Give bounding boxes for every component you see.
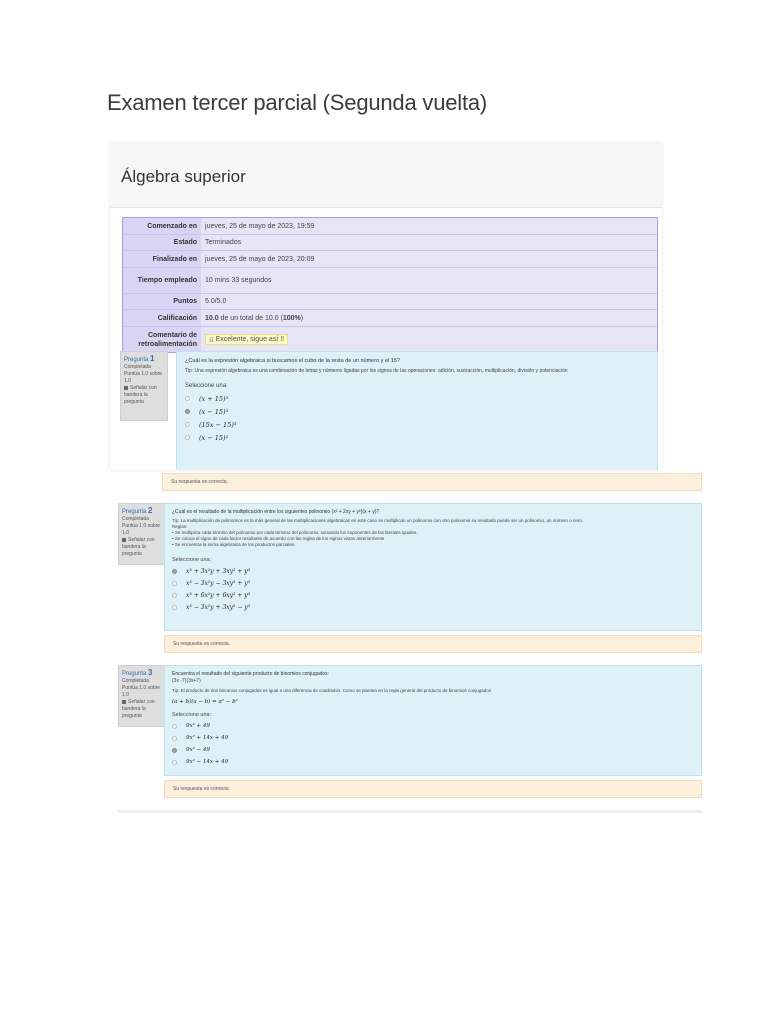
question-info xyxy=(118,503,166,565)
summary-value: jueves, 25 de mayo de 2023, 19:59 xyxy=(205,222,315,230)
radio-button[interactable] xyxy=(172,724,177,729)
flag-question[interactable] xyxy=(124,385,164,406)
radio-button[interactable] xyxy=(172,605,177,610)
select-label: Seleccione una: xyxy=(172,712,212,718)
option-text: (x − 15)³ xyxy=(199,407,229,416)
question-2-feedback xyxy=(164,635,702,653)
radio-button-checked[interactable] xyxy=(185,409,190,414)
question-marks: Puntúa 1.0 sobre 1.0 xyxy=(124,371,163,384)
answer-option[interactable] xyxy=(172,720,694,732)
radio-button[interactable] xyxy=(172,581,177,586)
question-3-content xyxy=(164,665,702,776)
question-label: Pregunta xyxy=(122,509,147,515)
select-label: Seleccione una: xyxy=(172,557,212,563)
question-expression: (3x -7)(3x+7) xyxy=(172,678,201,684)
radio-button[interactable] xyxy=(185,396,190,401)
flag-label: Señalar con bandera la pregunta xyxy=(122,537,155,557)
radio-button[interactable] xyxy=(185,422,190,427)
question-state: Completada xyxy=(122,516,149,522)
rule-item: • Se encuentra la suma algebraica de los productos parciales. xyxy=(172,542,296,547)
summary-key: Tiempo empleado xyxy=(123,268,201,293)
summary-row xyxy=(123,251,657,268)
rule-item: • Se multiplica cada término del polinomio por cada término del polinomio, sumando los exponentes de las literales iguales. xyxy=(172,530,418,535)
grade-value: 10.0 xyxy=(205,314,219,322)
question-number-value: 1 xyxy=(150,354,155,363)
rule-item: • Se coloca el signo de cada factor resultante de acuerdo con las reglas de los signos vistas anteriormente xyxy=(172,536,385,541)
answer-option[interactable] xyxy=(172,565,694,577)
option-text: (x + 15)³ xyxy=(199,394,229,403)
feedback-text: Su respuesta es correcta. xyxy=(171,479,228,485)
question-number-value: 2 xyxy=(148,506,153,515)
option-text: 9x² − 14x + 49 xyxy=(186,759,229,765)
summary-value: 5.0/5.0 xyxy=(205,298,227,305)
question-state: Completada xyxy=(124,364,151,370)
question-state: Completada xyxy=(122,678,149,684)
summary-value xyxy=(201,315,307,322)
question-tip: Tip: El producto de dos binomios conjugados es igual a una diferencia de cuadrados. Como se plantea en la regla general del producto de binomios conjugados xyxy=(172,688,492,693)
attempt-summary-table xyxy=(122,217,658,353)
summary-row xyxy=(123,327,657,352)
summary-key: Calificación xyxy=(123,310,201,326)
option-text: x³ + 3x²y + 3xy² + y³ xyxy=(186,567,251,575)
question-marks: Puntúa 1.0 sobre 1.0 xyxy=(122,523,161,536)
option-text: 9x² + 14x + 49 xyxy=(186,735,229,741)
summary-row xyxy=(123,310,657,327)
summary-key: Finalizado en xyxy=(123,251,201,267)
question-number xyxy=(124,355,164,364)
radio-button[interactable] xyxy=(185,435,190,440)
summary-key: Comenzado en xyxy=(123,218,201,234)
answer-option[interactable] xyxy=(185,405,649,418)
radio-button[interactable] xyxy=(172,736,177,741)
flag-icon xyxy=(122,538,126,542)
question-marks: Puntúa 1.0 sobre 1.0 xyxy=(122,685,161,698)
option-text: (15x − 15)³ xyxy=(199,420,237,429)
question-number xyxy=(122,507,162,516)
grade-close: ) xyxy=(300,314,304,322)
summary-key: Comentario de retroalimentación xyxy=(123,327,201,352)
flag-label: Señalar con bandera la pregunta xyxy=(122,699,155,719)
option-text: 9x² − 49 xyxy=(186,747,210,753)
answer-option[interactable] xyxy=(172,589,694,601)
screenshot-summary xyxy=(110,143,662,470)
summary-value: jueves, 25 de mayo de 2023, 20:09 xyxy=(205,255,315,263)
select-label: Seleccione una: xyxy=(185,383,228,389)
question-tip: Tip: La multiplicación de polinomios es la más general de las multiplicaciones algebraicas en este caso se multiplican un polinomio con otro polinomio su resultado puede ser un polinomio, un número o cero. xyxy=(172,518,584,523)
question-3-feedback xyxy=(164,780,702,798)
feedback-text: Su respuesta es correcta. xyxy=(173,641,230,647)
question-tip: Tip: Una expresión algebraica es una combinación de letras y números ligadas por los signos de las operaciones: adición, sustracción, multiplicación, división y potenciación xyxy=(185,368,568,374)
summary-row xyxy=(123,268,657,294)
answer-option[interactable] xyxy=(185,392,649,405)
answer-option[interactable] xyxy=(172,744,694,756)
question-info xyxy=(118,665,166,727)
feedback-comment: ¡¡ Excelente, sigue así !! xyxy=(205,334,288,345)
summary-row xyxy=(123,218,657,235)
feedback-text: Su respuesta es correcta. xyxy=(173,786,230,792)
radio-button-checked[interactable] xyxy=(172,748,177,753)
summary-value xyxy=(201,334,292,345)
answer-option[interactable] xyxy=(172,756,694,768)
grade-text: de un total de 10.0 ( xyxy=(220,314,283,322)
next-question-edge xyxy=(118,810,702,813)
question-text: ¿Cuál es la expresión algebraica si buscamos el cubo de la resta de un número y el 15? xyxy=(185,358,400,364)
document-title: Examen tercer parcial (Segunda vuelta) xyxy=(107,90,488,115)
option-text: (x − 15)² xyxy=(199,433,229,442)
option-text: 9x² + 49 xyxy=(186,723,210,729)
option-text: x³ − 3x²y + 3xy² − y³ xyxy=(186,603,251,611)
question-info xyxy=(120,351,168,421)
answer-option[interactable] xyxy=(185,431,649,444)
answer-option[interactable] xyxy=(172,601,694,613)
question-number xyxy=(122,669,162,678)
radio-button[interactable] xyxy=(172,760,177,765)
flag-question[interactable] xyxy=(122,537,162,558)
rules-title: Reglas: xyxy=(172,524,188,529)
question-number-value: 3 xyxy=(148,668,153,677)
answer-option[interactable] xyxy=(172,732,694,744)
question-text: Encuentra el resultado del siguiente producto de binomios conjugados: xyxy=(172,671,330,677)
question-1-feedback xyxy=(162,473,702,491)
question-label: Pregunta xyxy=(122,671,147,677)
summary-key: Puntos xyxy=(123,294,201,309)
course-header xyxy=(110,143,662,208)
grade-percent: 100% xyxy=(282,314,301,322)
summary-value: 10 mins 33 segundos xyxy=(205,277,272,284)
question-label: Pregunta xyxy=(124,357,149,363)
radio-button-checked[interactable] xyxy=(172,569,177,574)
course-title: Álgebra superior xyxy=(121,167,246,186)
option-text: x³ − 3x²y − 3xy² + y³ xyxy=(186,579,251,587)
question-1-content xyxy=(176,351,658,470)
summary-value: Terminados xyxy=(205,239,242,246)
option-text: x³ + 6x²y + 6xy² + y³ xyxy=(186,591,251,599)
flag-question[interactable] xyxy=(122,699,162,720)
question-text: ¿Cuál es el resultado de la multiplicación entre los siguientes polinomio (x² + 2xy + y²)(x + y)? xyxy=(172,509,380,515)
flag-label: Señalar con bandera la pregunta xyxy=(124,385,157,405)
summary-row xyxy=(123,235,657,251)
flag-icon xyxy=(122,700,126,704)
flag-icon xyxy=(124,386,128,390)
question-2-content xyxy=(164,503,702,631)
radio-button[interactable] xyxy=(172,593,177,598)
summary-row xyxy=(123,294,657,310)
summary-key: Estado xyxy=(123,235,201,250)
answer-option[interactable] xyxy=(172,577,694,589)
formula: (a + b)(a − b) = a² − b² xyxy=(172,699,238,705)
answer-option[interactable] xyxy=(185,418,649,431)
